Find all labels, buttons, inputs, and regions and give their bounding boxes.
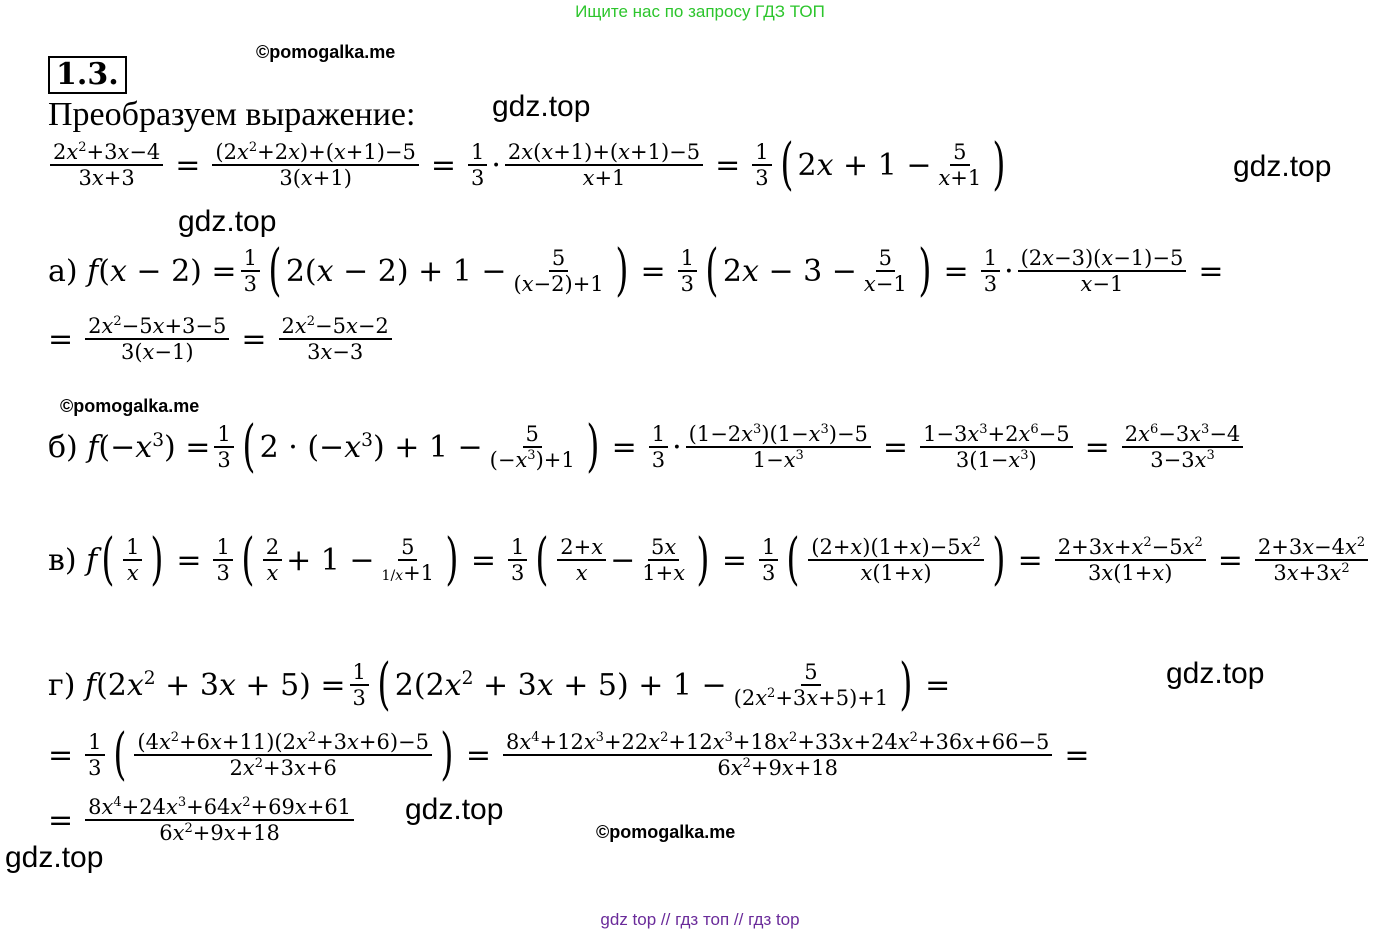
watermark-pomogalka: ©pomogalka.me — [256, 42, 396, 62]
formula-b: б) $f(-x^3)$ = $\frac{1}{3}$ ( $2 \cdot (-x^3) + 1$ − $\frac{5}{(-x^3)+1}$ ) = $\frac{1}{3}$ · $\frac{(1-2x^3)(1-x^3)-5}{1-x^3}$ = $\frac{1-3x^3+2x^6-5}{3(1-x^3)}$ = $\frac{2x^6-3x^3-4}{3-3x^3}$ — [48, 422, 1247, 472]
watermark-gdz: gdz.top — [5, 841, 104, 874]
watermark-gdz: gdz.top — [492, 90, 591, 123]
label-a: а) — [48, 253, 78, 289]
formula-g: г) $f(2x^2 + 3x + 5)$ = $\frac{1}{3}$ ( $2(2x^2 + 3x + 5) + 1$ − $\frac{5}{(2x^2+3x+5)+1}$ ) = — [48, 652, 951, 718]
formula-main: $\frac{2x^2+3x-4}{3x+3}$ = $\frac{(2x^2+2x)+(x+1)-5}{3(x+1)}$ = $\frac{1}{3}$ · $\frac{2x(x+1)+(x+1)-5}{x+1}$ = $\frac{1}{3}$ ( 2x + 1 − $\frac{5}{x+1}$ ) — [46, 140, 1010, 190]
page-title: Преобразуем выражение: — [48, 96, 416, 133]
footer-links[interactable]: gdz top // гдз топ // гдз top — [600, 910, 800, 929]
watermark-pomogalka: ©pomogalka.me — [596, 822, 736, 842]
top-banner-link[interactable]: Ищите нас по запросу ГДЗ ТОП — [575, 2, 825, 21]
watermark-pomogalka: ©pomogalka.me — [60, 396, 200, 416]
label-g: г) — [48, 667, 76, 703]
formula-v: в) f ( $\frac{1}{x}$ ) = $\frac{1}{3}$ ( $\frac{2}{x}$ + 1 − $\frac{5}{1/x+1}$ ) = $\frac{1}{3}$ ( $\frac{2+x}{x}$ − $\frac{5x}{1+x}$ ) = $\frac{1}{3}$ ( $\frac{(2+x)(1+x)-5x^2}{x(1+x)}$ ) = $\frac{2+3x+x^2-5x^2}{3x(1+x)}$ = $\frac{2+3x-4x^2}{3x+3x^2}$ — [48, 535, 1372, 585]
formula-g-cont: = $\frac{1}{3}$ ( $\frac{(4x^2+6x+11)(2x^2+3x+6)-5}{2x^2+3x+6}$ ) = $\frac{8x^4+12x^3+22x^2+12x^3+18x^2+33x+24x^2+36x+66-5}{6x^2+9x+18}$ = — [48, 722, 1090, 788]
formula-g-result: = $\frac{8x^4+24x^3+64x^2+69x+61}{6x^2+9x+18}$ — [48, 795, 358, 845]
formula-a-cont: = $\frac{2x^2-5x+3-5}{3(x-1)}$ = $\frac{2x^2-5x-2}{3x-3}$ — [48, 314, 396, 364]
task-number: 1.3. — [48, 56, 127, 94]
label-v: в) — [48, 542, 77, 578]
formula-a: а) f(x − 2) = $\frac{1}{3}$ ( 2(x − 2) + 1 − $\frac{5}{(x-2)+1}$ ) = $\frac{1}{3}$ ( 2x − 3 − $\frac{5}{x-1}$ ) = $\frac{1}{3}$ · $\frac{(2x-3)(x-1)-5}{x-1}$ = — [48, 238, 1224, 304]
watermark-gdz: gdz.top — [178, 205, 277, 238]
watermark-gdz: gdz.top — [1166, 657, 1265, 690]
watermark-gdz: gdz.top — [1233, 150, 1332, 183]
watermark-gdz: gdz.top — [405, 793, 504, 826]
label-b: б) — [48, 429, 78, 465]
